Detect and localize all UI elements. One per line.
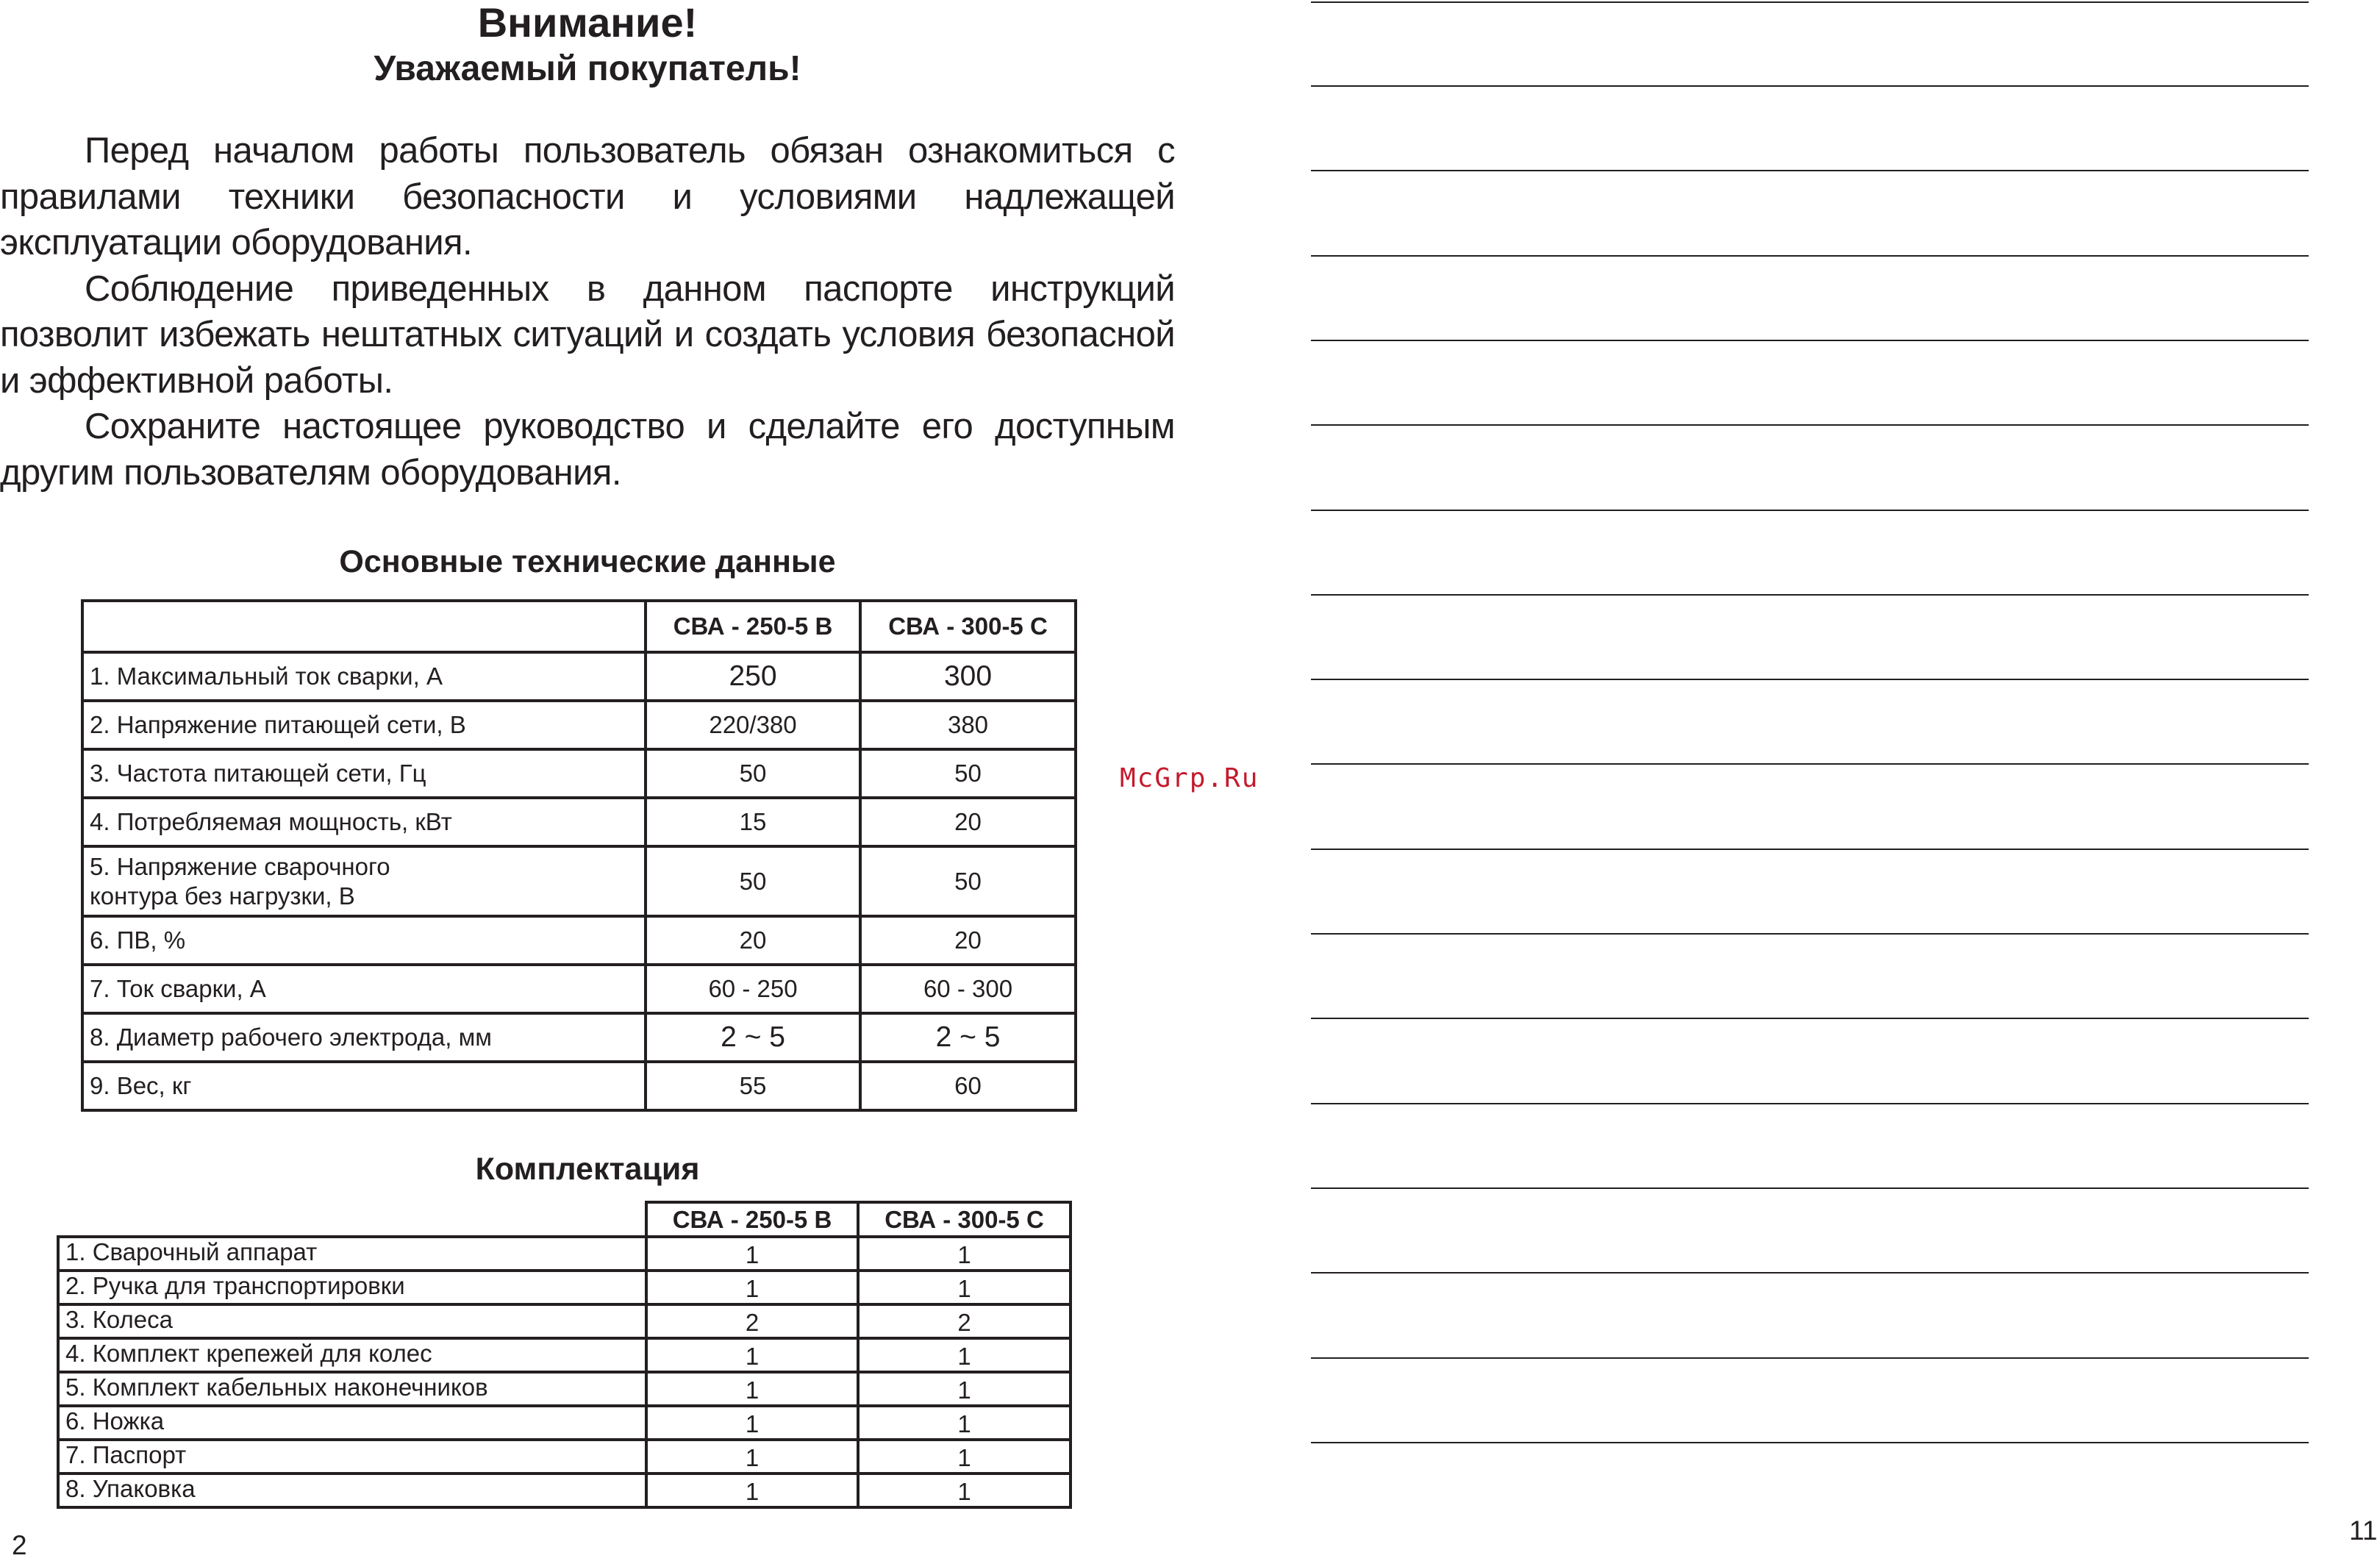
table-row	[82, 916, 1076, 965]
intro-paragraph: Соблюдение приведенных в данном паспорте инструкций позволит избежать нештатных ситуаций и создать условия безопасной и эффективной работы.	[0, 268, 1175, 401]
note-line	[1311, 340, 2309, 341]
page-number-left: 2	[12, 1530, 27, 1560]
note-line	[1311, 85, 2309, 87]
table-row	[58, 1237, 1071, 1271]
row-value-b: 300	[860, 652, 1076, 701]
row-value-b: 380	[860, 701, 1076, 749]
row-label: 9. Вес, кг	[82, 1062, 646, 1110]
table-row	[58, 1406, 1071, 1440]
row-label: 2. Ручка для транспортировки	[58, 1271, 646, 1304]
row-value-a: 250	[646, 652, 860, 701]
watermark: McGrp.Ru	[1120, 763, 1259, 793]
table-row	[58, 1440, 1071, 1474]
note-line	[1311, 510, 2309, 511]
row-value-b: 20	[860, 916, 1076, 965]
intro-paragraph: Сохраните настоящее руководство и сделайте его доступным другим пользователям оборудования.	[0, 407, 1175, 493]
row-value-a: 1	[646, 1338, 858, 1372]
kit-table	[57, 1201, 1072, 1509]
table-row	[58, 1304, 1071, 1338]
header-cell-model-a: СВА - 250-5 В	[646, 1202, 858, 1237]
table-row	[58, 1372, 1071, 1406]
row-value-a: 2	[646, 1304, 858, 1338]
row-label: 3. Частота питающей сети, Гц	[82, 749, 646, 798]
row-label: 1. Сварочный аппарат	[58, 1237, 646, 1271]
table-row	[82, 965, 1076, 1013]
row-value-a: 1	[646, 1406, 858, 1440]
note-line	[1311, 1272, 2309, 1274]
row-value-a: 50	[646, 846, 860, 916]
intro-text	[0, 128, 1175, 496]
table-row	[82, 1013, 1076, 1062]
note-line	[1311, 1442, 2309, 1443]
row-value-b: 1	[858, 1338, 1071, 1372]
note-line	[1311, 763, 2309, 765]
row-value-b: 1	[858, 1406, 1071, 1440]
row-label: 6. Ножка	[58, 1406, 646, 1440]
row-value-b: 2 ~ 5	[860, 1013, 1076, 1062]
note-line	[1311, 1357, 2309, 1359]
table-row	[82, 798, 1076, 846]
kit-table-heading: Комплектация	[475, 1151, 700, 1187]
note-line	[1311, 424, 2309, 426]
table-row	[58, 1474, 1071, 1507]
table-row	[82, 652, 1076, 701]
row-label: 8. Диаметр рабочего электрода, мм	[82, 1013, 646, 1062]
row-label: 7. Паспорт	[58, 1440, 646, 1474]
row-value-a: 1	[646, 1271, 858, 1304]
header-cell-model-b: СВА - 300-5 С	[860, 601, 1076, 652]
header-cell-empty	[82, 601, 646, 652]
row-value-a: 15	[646, 798, 860, 846]
row-label: 3. Колеса	[58, 1304, 646, 1338]
row-value-a: 60 - 250	[646, 965, 860, 1013]
header-cell-model-a: СВА - 250-5 В	[646, 601, 860, 652]
row-value-b: 60	[860, 1062, 1076, 1110]
header-cell-empty	[58, 1202, 646, 1237]
tech-specs-table	[81, 599, 1077, 1112]
row-value-b: 1	[858, 1372, 1071, 1406]
row-value-b: 50	[860, 749, 1076, 798]
note-line	[1311, 1187, 2309, 1189]
note-line	[1311, 933, 2309, 935]
table-row	[58, 1338, 1071, 1372]
row-label: 5. Комплект кабельных наконечников	[58, 1372, 646, 1406]
row-label: 7. Ток сварки, А	[82, 965, 646, 1013]
row-value-b: 60 - 300	[860, 965, 1076, 1013]
row-value-b: 1	[858, 1237, 1071, 1271]
row-value-b: 1	[858, 1440, 1071, 1474]
row-label: 1. Максимальный ток сварки, А	[82, 652, 646, 701]
intro-paragraph: Перед началом работы пользователь обязан ознакомиться с правилами техники безопасности и условиями надлежащей эксплуатации оборудования.	[0, 131, 1175, 262]
row-value-b: 1	[858, 1271, 1071, 1304]
row-value-a: 20	[646, 916, 860, 965]
note-line	[1311, 594, 2309, 596]
note-line	[1311, 1, 2309, 3]
page-subtitle: Уважаемый покупатель!	[374, 49, 801, 88]
row-value-b: 20	[860, 798, 1076, 846]
row-label: 2. Напряжение питающей сети, В	[82, 701, 646, 749]
table-row	[58, 1271, 1071, 1304]
row-value-b: 1	[858, 1474, 1071, 1507]
note-line	[1311, 679, 2309, 680]
table-row	[82, 846, 1076, 916]
row-value-a: 1	[646, 1474, 858, 1507]
table-row	[82, 749, 1076, 798]
row-value-a: 1	[646, 1237, 858, 1271]
row-label: 8. Упаковка	[58, 1474, 646, 1507]
row-value-a: 55	[646, 1062, 860, 1110]
row-value-a: 1	[646, 1440, 858, 1474]
table-header-row	[82, 601, 1076, 652]
note-line	[1311, 849, 2309, 850]
header-cell-model-b: СВА - 300-5 С	[858, 1202, 1071, 1237]
page-title: Внимание!	[477, 0, 698, 46]
tech-table-heading: Основные технические данные	[339, 544, 836, 579]
row-value-a: 1	[646, 1372, 858, 1406]
row-label: 4. Комплект крепежей для колес	[58, 1338, 646, 1372]
row-value-a: 50	[646, 749, 860, 798]
row-value-b: 2	[858, 1304, 1071, 1338]
row-value-a: 220/380	[646, 701, 860, 749]
table-row	[82, 1062, 1076, 1110]
row-label: 5. Напряжение сварочного контура без нагрузки, В	[82, 846, 646, 916]
row-value-b: 50	[860, 846, 1076, 916]
table-header-row	[58, 1202, 1071, 1237]
note-line	[1311, 1103, 2309, 1104]
row-label: 4. Потребляемая мощность, кВт	[82, 798, 646, 846]
note-line	[1311, 170, 2309, 171]
note-line	[1311, 1018, 2309, 1019]
table-row	[82, 701, 1076, 749]
note-line	[1311, 255, 2309, 257]
row-label: 6. ПВ, %	[82, 916, 646, 965]
page-number-right: 11	[2349, 1515, 2378, 1546]
row-value-a: 2 ~ 5	[646, 1013, 860, 1062]
